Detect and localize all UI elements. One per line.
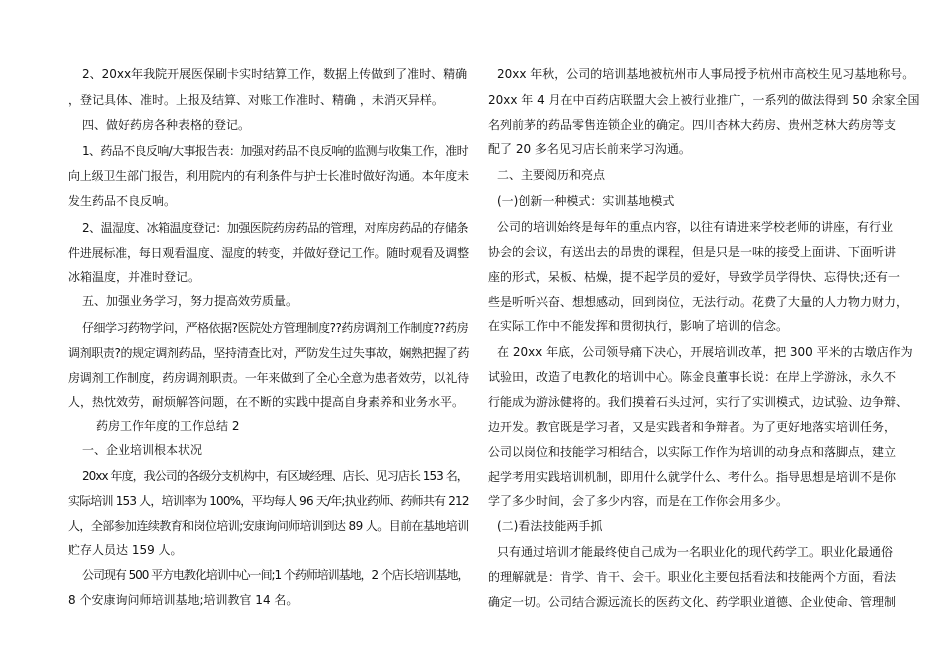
paragraph-line: 公司的培训始终是每年的重点内容，以往有请进来学校老师的讲座，有行业 <box>497 220 894 234</box>
paragraph-line: 学了多少时间，会了多少内容，而是在工作你会用多少。 <box>488 494 789 508</box>
paragraph-line: 实际培训 153 人，培训率为 100%，平均每人 96 天/年;执业药师、药师共有 212 <box>68 494 469 508</box>
paragraph-line: 20xx 年秋，公司的培训基地被杭州市人事局授予杭州市高校生见习基地称号。 <box>497 67 915 81</box>
document-subtitle: 药房工作年度的工作总结 2 <box>96 419 240 433</box>
paragraph-line: 2、温湿度、冰箱温度登记：加强医院药房药品的管理，对库房药品的存储条 <box>82 221 468 235</box>
paragraph-line: 贮存人员达 159 人。 <box>68 543 183 557</box>
section-heading: 五、加强业务学习，努力提高效劳质量。 <box>82 294 299 308</box>
paragraph-line: 在实际工作中不能发挥和贯彻执行，影响了培训的信念。 <box>488 319 789 333</box>
paragraph-line: 8 个安康询问师培训基地;培训教官 14 名。 <box>68 593 299 607</box>
paragraph-line: 调剂职责?的规定调剂药品，坚持清查比对，严防发生过失事故，娴熟把握了药 <box>68 346 470 360</box>
section-heading: 一、企业培训根本状况 <box>82 443 203 457</box>
paragraph-line: 协会的会议，有送出去的昂贵的课程，但是只是一味的接受上面讲、下面听讲 <box>488 245 897 259</box>
paragraph-line: 配了 20 多名见习店长前来学习沟通。 <box>488 142 691 156</box>
paragraph-line: 边开发。教官既是学习者，又是实践者和争辩者。为了更好地落实培训任务， <box>488 420 897 434</box>
paragraph-line: 仔细学习药物学问，严格依据?医院处方管理制度??药房调剂工作制度??药房 <box>82 321 469 335</box>
paragraph-line: 人，全部参加连续教育和岗位培训;安康询问师培训到达 89 人。目前在基地培训 <box>68 519 469 533</box>
paragraph-line: 房调剂工作制度，药房调剂职责。一年来做到了全心全意为患者效劳，以礼待 <box>68 371 469 385</box>
paragraph-line: 起学考用实践培训机制，即用什么就学什么、考什么。指导思想是培训不是你 <box>488 470 897 484</box>
subsection-heading: (二)看法技能两手抓 <box>497 519 603 533</box>
paragraph-line: 发生药品不良反响。 <box>68 194 177 208</box>
paragraph-line: 人，热忱效劳，耐烦解答问题，在不断的实践中提高自身素养和业务水平。 <box>68 395 465 409</box>
paragraph-line: 20xx 年度，我公司的各级分支机构中，有区域经理、店长、见习店长 153 名， <box>82 469 468 483</box>
paragraph-line: 公司以岗位和技能学习相结合，以实际工作作为培训的动身点和落脚点，建立 <box>488 445 897 459</box>
paragraph-line: 名列前茅的药品零售连锁企业的确定。四川杏林大药房、贵州芝林大药房等支 <box>488 118 897 132</box>
paragraph-line: 向上级卫生部门报告，利用院内的有利条件与护士长准时做好沟通。本年度未 <box>68 169 469 183</box>
paragraph-line: 2、20xx年我院开展医保刷卡实时结算工作，数据上传做到了准时、精确 <box>82 67 468 81</box>
paragraph-line: 试验田，改造了电教化的培训中心。陈金良董事长说：在岸上学游泳，永久不 <box>488 370 897 384</box>
paragraph-line: 冰箱温度，并准时登记。 <box>68 270 201 284</box>
paragraph-line: 1、药品不良反响/大事报告表：加强对药品不良反响的监测与收集工作，准时 <box>82 144 468 158</box>
paragraph-line: 件进展标准，每日观看温度、湿度的转变，并做好登记工作。随时观看及调整 <box>68 246 469 260</box>
paragraph-line: 在 20xx 年底，公司领导痛下决心，开展培训改革，把 300 平米的古墩店作为 <box>497 345 913 359</box>
subsection-heading: (一)创新一种模式：实训基地模式 <box>497 194 675 208</box>
paragraph-line: 公司现有 500 平方电教化培训中心一间;1 个药师培训基地，2 个店长培训基地， <box>82 568 469 582</box>
paragraph-line: 行能成为游泳健将的。我们摸着石头过河，实行了实训模式，边试验、边争辩、 <box>488 395 909 409</box>
paragraph-line: 座的形式，呆板、枯燥，提不起学员的爱好，导致学员学得快、忘得快;还有一 <box>488 270 901 284</box>
paragraph-line: 的理解就是：肯学、肯干、会干。职业化主要包括看法和技能两个方面，看法 <box>488 570 897 584</box>
paragraph-line: 些是听听兴奋、想想感动，回到岗位，无法行动。花费了大量的人力物力财力， <box>488 295 909 309</box>
paragraph-line: 只有通过培训才能最终使自己成为一名职业化的现代药学工。职业化最通俗 <box>497 545 894 559</box>
section-heading: 四、做好药房各种表格的登记。 <box>82 118 251 132</box>
paragraph-line: 20xx 年 4 月在中百药店联盟大会上被行业推广，一系列的做法得到 50 余家全国 <box>488 93 920 107</box>
paragraph-line: 确定一切。公司结合源远流长的医药文化、药学职业道德、企业使命、管理制 <box>488 595 897 609</box>
section-heading: 二、主要阅历和亮点 <box>497 168 606 182</box>
paragraph-line: ，登记具体、准时。上报及结算、对账工作准时、精确 ，未消灭异样。 <box>68 93 444 107</box>
